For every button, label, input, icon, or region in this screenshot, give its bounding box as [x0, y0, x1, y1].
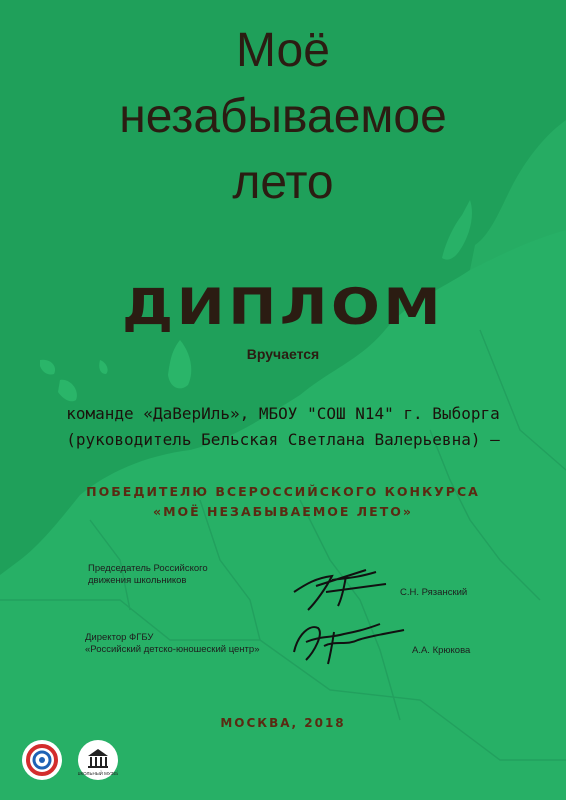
rdsh-emblem-icon: [22, 740, 62, 780]
signatory-1-position-line-2: движения школьников: [88, 575, 187, 586]
recipient-line-2: (руководитель Бельская Светлана Валерьевна) –: [66, 430, 500, 449]
school-museum-icon: [78, 740, 118, 780]
title-line-3: лето: [232, 156, 334, 209]
recipient-line-1: команде «ДаВерИль», МБОУ "СОШ N14" г. Выборга: [66, 404, 500, 423]
signatory-1-position: [88, 563, 208, 587]
signatory-2-position: [85, 632, 259, 656]
diploma-heading: ДИПЛОМ: [121, 278, 444, 336]
signature-2: [284, 612, 414, 672]
signatory-1-position-line-1: Председатель Российского: [88, 563, 208, 574]
signatory-1-name: С.Н. Рязанский: [400, 587, 468, 598]
signature-1: [286, 548, 406, 618]
winner-line-1: ПОБЕДИТЕЛЮ ВСЕРОССИЙСКОГО КОНКУРСА: [86, 484, 480, 499]
signatory-2-position-line-1: Директор ФГБУ: [85, 632, 154, 643]
winner-line-2: «МОЁ НЕЗАБЫВАЕМОЕ ЛЕТО»: [153, 504, 413, 519]
city-year: МОСКВА, 2018: [220, 716, 346, 730]
title-line-1: Моё: [236, 24, 330, 77]
school-museum-caption: ШКОЛЬНЫЙ МУЗЕЙ: [78, 771, 118, 776]
signatory-2-position-line-2: «Российский детско-юношеский центр»: [85, 644, 260, 655]
signatory-2-name: А.А. Крюкова: [412, 645, 471, 656]
awarded-to-label: Вручается: [246, 346, 320, 362]
title-line-2: незабываемое: [119, 90, 447, 143]
